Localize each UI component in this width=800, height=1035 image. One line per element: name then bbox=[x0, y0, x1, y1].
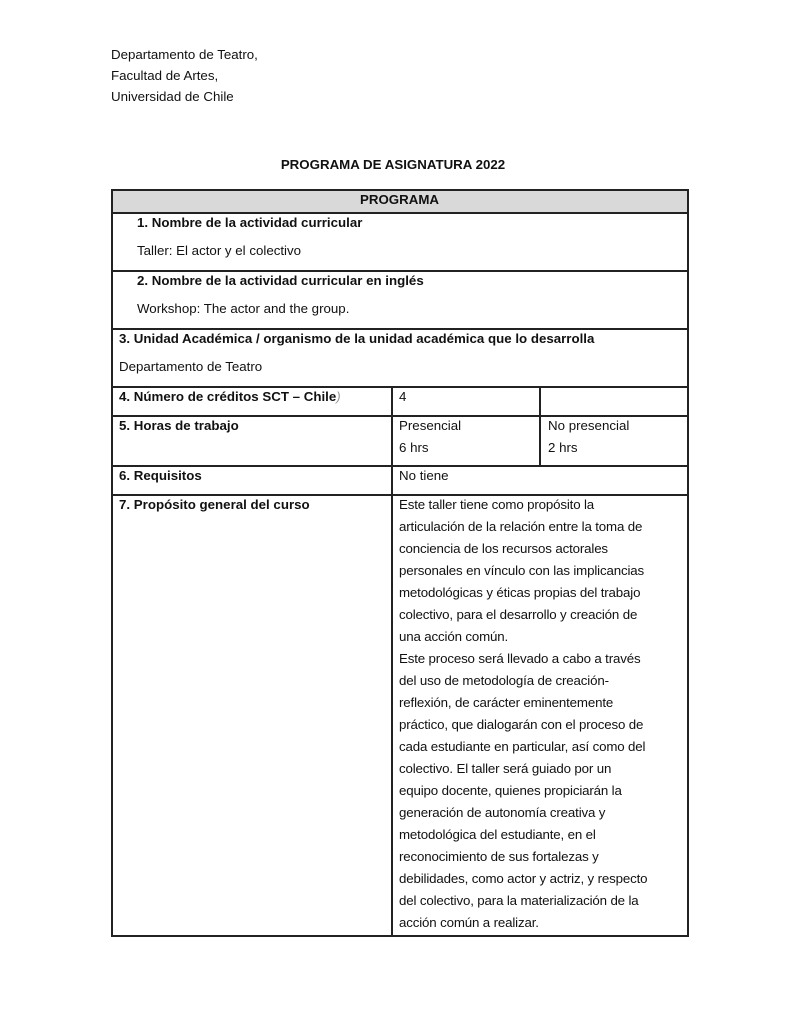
no-presencial-value: 2 hrs bbox=[548, 440, 578, 455]
purpose-line: metodológicas y éticas propias del trabajo bbox=[399, 585, 641, 600]
purpose-line: debilidades, como actor y actriz, y respecto bbox=[399, 871, 648, 886]
purpose-line: colectivo. El taller será guiado por un bbox=[399, 761, 612, 776]
row3-value: Departamento de Teatro bbox=[119, 359, 263, 374]
row7-purpose-text bbox=[399, 494, 647, 934]
purpose-line: del uso de metodología de creación- bbox=[399, 673, 609, 688]
header-line: Universidad de Chile bbox=[111, 89, 234, 104]
row4-label bbox=[119, 389, 341, 404]
institution-header bbox=[111, 44, 258, 107]
row2-label: 2. Nombre de la actividad curricular en inglés bbox=[137, 273, 424, 288]
purpose-line: práctico, que dialogarán con el proceso de bbox=[399, 717, 644, 732]
purpose-line: cada estudiante en particular, así como del bbox=[399, 739, 646, 754]
purpose-line: acción común a realizar. bbox=[399, 915, 539, 930]
row7-label: 7. Propósito general del curso bbox=[119, 497, 310, 512]
purpose-line: personales en vínculo con las implicancias bbox=[399, 563, 644, 578]
purpose-line: del colectivo, para la materialización de la bbox=[399, 893, 639, 908]
purpose-line: metodológica del estudiante, en el bbox=[399, 827, 596, 842]
purpose-line: generación de autonomía creativa y bbox=[399, 805, 606, 820]
purpose-line: equipo docente, quienes propiciarán la bbox=[399, 783, 622, 798]
purpose-line: Este taller tiene como propósito la bbox=[399, 497, 595, 512]
purpose-line: reflexión, de carácter eminentemente bbox=[399, 695, 614, 710]
purpose-line: articulación de la relación entre la toma de bbox=[399, 519, 643, 534]
row2-value: Workshop: The actor and the group. bbox=[137, 301, 350, 316]
presencial-label: Presencial bbox=[399, 418, 462, 433]
row4-mark: ) bbox=[336, 389, 341, 404]
purpose-line: colectivo, para el desarrollo y creación de bbox=[399, 607, 638, 622]
row1-label: 1. Nombre de la actividad curricular bbox=[137, 215, 363, 230]
row6-label: 6. Requisitos bbox=[119, 468, 202, 483]
purpose-line: reconocimiento de sus fortalezas y bbox=[399, 849, 599, 864]
purpose-line: Este proceso será llevado a cabo a través bbox=[399, 651, 641, 666]
purpose-line: una acción común. bbox=[399, 629, 509, 644]
presencial-value: 6 hrs bbox=[399, 440, 429, 455]
row5-label: 5. Horas de trabajo bbox=[119, 418, 239, 433]
header-line: Facultad de Artes, bbox=[111, 68, 219, 83]
header-line: Departamento de Teatro, bbox=[111, 47, 258, 62]
row1-value: Taller: El actor y el colectivo bbox=[137, 243, 302, 258]
purpose-line: conciencia de los recursos actorales bbox=[399, 541, 608, 556]
row4-label-text: 4. Número de créditos SCT – Chile bbox=[119, 389, 337, 404]
table-heading: PROGRAMA bbox=[359, 192, 440, 207]
row3-label: 3. Unidad Académica / organismo de la unidad académica que lo desarrolla bbox=[119, 331, 595, 346]
document-title: PROGRAMA DE ASIGNATURA 2022 bbox=[280, 157, 506, 172]
row4-value: 4 bbox=[399, 389, 407, 404]
row6-value: No tiene bbox=[399, 468, 449, 483]
no-presencial-label: No presencial bbox=[548, 418, 630, 433]
